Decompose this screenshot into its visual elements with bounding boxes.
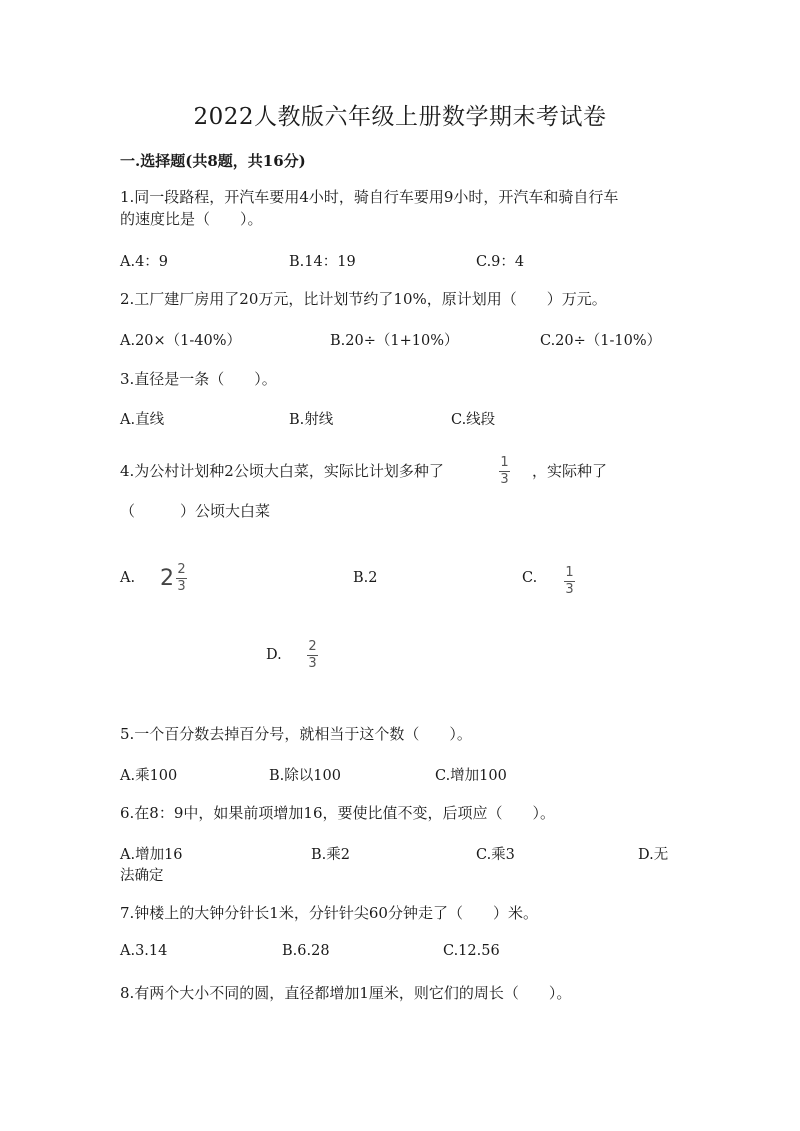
question-8-text: 8.有两个大小不同的圆，直径都增加1厘米，则它们的周长（ ）。 [120,984,572,1002]
question-1-option-c: C.9：4 [476,254,525,270]
question-5-option-b: B.除以100 [269,768,341,784]
question-4-option-c-label: C. [522,570,538,586]
question-6-option-d-wrap: 法确定 [120,868,164,884]
question-2-option-a: A.20×（1-40%） [120,333,242,349]
question-3-option-a: A.直线 [120,412,165,428]
question-5-text: 5.一个百分数去掉百分号，就相当于这个数（ ）。 [120,725,472,743]
question-7-text: 7.钟楼上的大钟分针长1米，分针针尖60分钟走了（ ）米。 [120,904,538,922]
question-1-option-a: A.4：9 [120,254,169,270]
section-heading: 一.选择题(共8题，共16分) [120,152,306,170]
question-1-line-2: 的速度比是（ ）。 [120,210,263,228]
question-5-option-c: C.增加100 [435,768,507,784]
question-6-option-b: B.乘2 [311,847,350,863]
question-1-line-1: 1.同一段路程，开汽车要用4小时，骑自行车要用9小时，开汽车和骑自行车 [120,188,619,206]
question-6-option-d: D.无 [638,847,669,863]
mixed-whole: 2 [160,566,174,591]
question-6-option-c: C.乘3 [476,847,515,863]
fraction-denominator: 3 [565,582,574,597]
fraction-denominator: 3 [500,472,509,487]
question-4-option-c-fraction [564,566,575,597]
question-4-line-2: （ ）公顷大白菜 [120,502,271,520]
question-3-option-c: C.线段 [451,412,496,428]
question-4-inline-fraction [499,456,510,487]
fraction-numerator: 2 [177,562,186,577]
question-4-option-a-mixed-number [160,563,187,594]
page-title: 2022人教版六年级上册数学期末考试卷 [193,104,607,130]
question-4-text-before: 4.为公村计划种2公顷大白菜，实际比计划多种了 [120,462,444,480]
question-4-option-a-label: A. [120,570,136,586]
question-4-option-d-label: D. [266,647,282,663]
question-7-option-b: B.6.28 [282,943,330,959]
question-3-text: 3.直径是一条（ ）。 [120,370,277,388]
question-4-option-b: B.2 [353,570,378,586]
question-5-option-a: A.乘100 [120,768,178,784]
question-6-text: 6.在8：9中，如果前项增加16，要使比值不变，后项应（ ）。 [120,804,555,822]
question-2-option-c: C.20÷（1-10%） [540,333,662,349]
question-2-text: 2.工厂建厂房用了20万元，比计划节约了10%，原计划用（ ）万元。 [120,290,607,308]
question-3-option-b: B.射线 [289,412,334,428]
question-4-option-d-fraction [307,640,318,671]
fraction-numerator: 2 [308,639,317,654]
question-6-option-a: A.增加16 [120,847,183,863]
question-1-option-b: B.14：19 [289,254,356,270]
fraction-denominator: 3 [177,579,186,594]
fraction-denominator: 3 [308,656,317,671]
question-4-text-after: ，实际种了 [532,462,608,480]
question-2-option-b: B.20÷（1+10%） [330,333,459,349]
fraction-numerator: 1 [500,455,509,470]
mixed-fraction [176,563,187,594]
question-7-option-c: C.12.56 [443,943,500,959]
fraction-numerator: 1 [565,565,574,580]
question-7-option-a: A.3.14 [120,943,168,959]
